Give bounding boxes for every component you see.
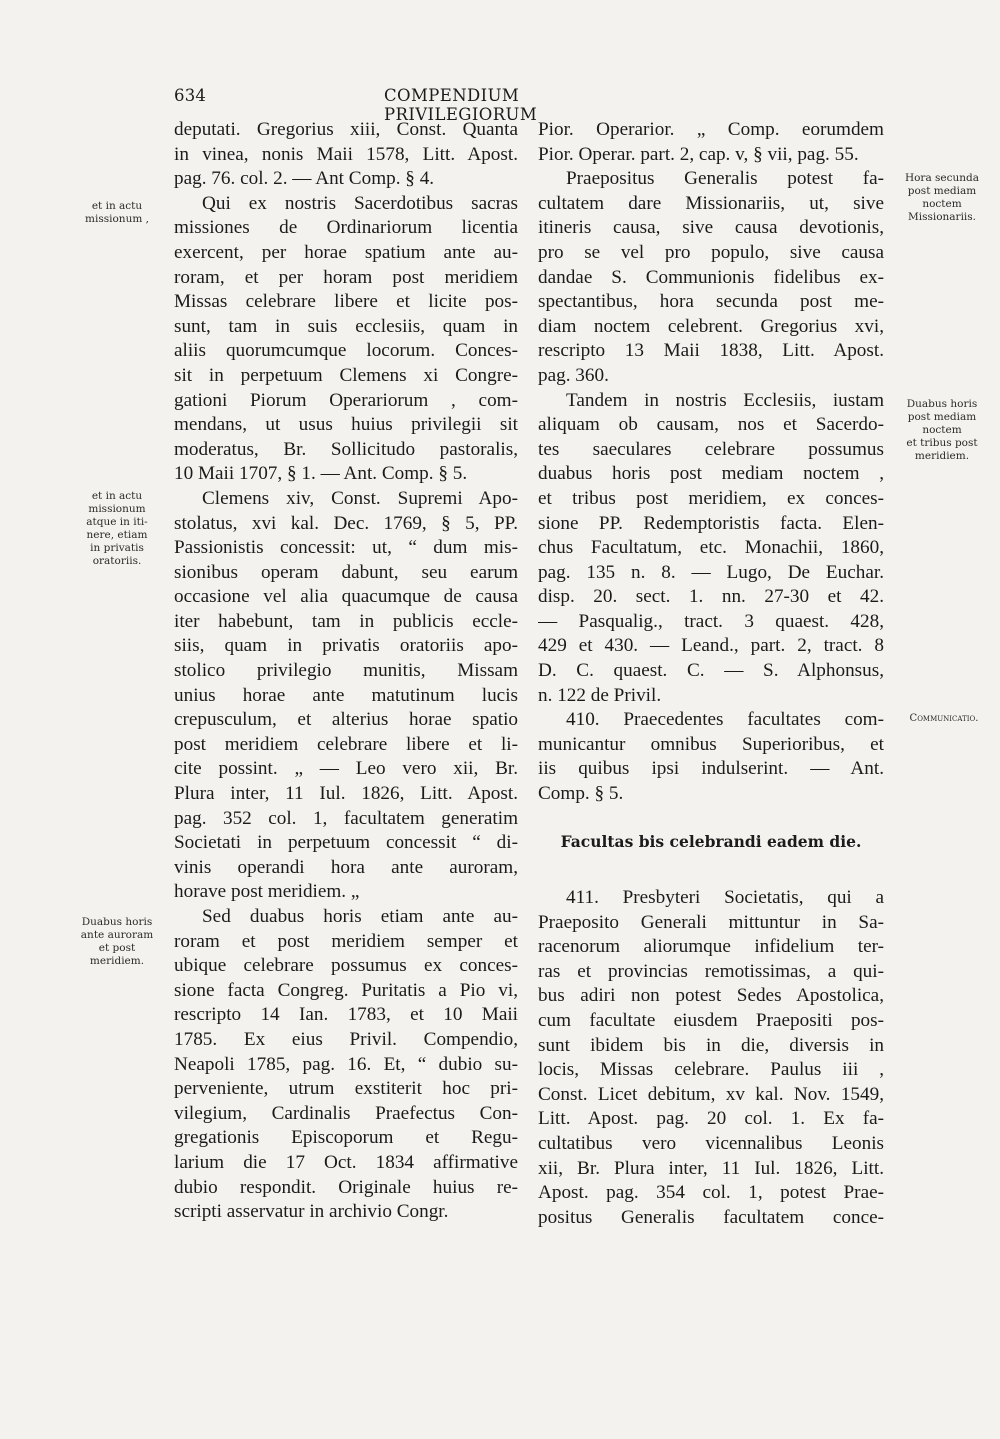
text-line: iter habebunt, tam in publicis eccle- <box>174 610 518 632</box>
note-line: oratoriis. <box>92 555 142 567</box>
text-line: itineris causa, sive causa devotionis, <box>538 217 884 239</box>
text-line: Passionistis concessit: ut, “ dum mis- <box>174 537 518 559</box>
text-line: xii, Br. Plura inter, 11 Iul. 1826, Litt. <box>538 1157 884 1179</box>
text-line: Missas celebrare libere et licite pos- <box>174 291 518 313</box>
text-line: dubio respondit. Originale huius re- <box>174 1176 518 1198</box>
note-line: et in actu <box>91 200 143 212</box>
margin-note-right-2 <box>892 398 992 463</box>
right-column-bottom <box>538 886 884 1230</box>
text-line: roram et post meridiem semper et <box>174 930 518 952</box>
running-title: COMPENDIUM PRIVILEGIORUM <box>384 86 538 124</box>
text-line: et tribus post meridiem, ex conces- <box>538 487 884 509</box>
text-line: stolatus, xvi kal. Dec. 1769, § 5, PP. <box>174 512 518 534</box>
text-line: gationi Piorum Operariorum , com- <box>174 389 518 411</box>
note-line: post mediam <box>907 411 977 423</box>
note-line: Hora secunda <box>904 172 980 184</box>
note-line: in privatis <box>90 542 144 554</box>
text-line: 411. Presbyteri Societatis, qui a <box>566 887 884 908</box>
text-line: exercent, per horae spatium ante au- <box>174 241 518 263</box>
text-line: Praepositus Generalis potest fa- <box>566 168 884 190</box>
text-line: D. C. quaest. C. — S. Alphonsus, <box>538 660 884 682</box>
text-line: scripti asservatur in archivio Congr. <box>174 1201 449 1223</box>
text-line: stolico privilegio munitis, Missam <box>174 660 518 682</box>
text-line: vinis operandi hora ante auroram, <box>174 856 518 878</box>
text-line: ubique celebrare possumus ex conces- <box>174 955 518 977</box>
text-line: cultatibus vero vicennalibus Leonis <box>538 1132 884 1154</box>
text-line: disp. 20. sect. 1. nn. 27-30 et 42. <box>538 586 884 608</box>
note-line: et in actu <box>91 490 143 502</box>
text-line: spectantibus, hora secunda post me- <box>538 291 884 313</box>
text-line: Comp. § 5. <box>538 783 624 805</box>
text-line: 410. Praecedentes facultates com- <box>566 709 884 731</box>
text-line: — Pasqualig., tract. 3 quaest. 428, <box>538 610 884 632</box>
margin-note-right-1 <box>892 172 992 224</box>
note-line: meridiem. <box>914 450 970 462</box>
text-line: gregationis Episcoporum et Regu- <box>174 1127 518 1149</box>
margin-note-left-3 <box>62 916 172 968</box>
text-line: cultatem dare Missionariis, ut, sive <box>538 192 884 214</box>
text-line: sione facta Congreg. Puritatis a Pio vi, <box>174 979 518 1001</box>
text-line: unius horae ante matutinum lucis <box>174 684 518 706</box>
note-line: et post <box>98 942 136 954</box>
text-line: Sed duabus horis etiam ante au- <box>202 906 518 927</box>
text-line: Apost. pag. 354 col. 1, potest Prae- <box>538 1182 884 1204</box>
note-line: noctem <box>922 424 962 436</box>
note-line: nere, etiam <box>86 529 148 541</box>
text-line: Const. Licet debitum, xv kal. Nov. 1549, <box>538 1083 884 1105</box>
note-line: noctem <box>922 198 962 210</box>
text-line: moderatus, Br. Sollicitudo pastoralis, <box>174 438 518 460</box>
text-line: ras et provincias remotissimas, a qui- <box>538 960 884 982</box>
text-line: missiones de Ordinariorum licentia <box>174 217 518 239</box>
text-line: tes saeculares celebrare possumus <box>538 438 884 460</box>
text-line: crepusculum, et alterius horae spatio <box>174 709 518 731</box>
text-line: horave post meridiem. „ <box>174 881 360 903</box>
text-line: duabus horis post mediam noctem , <box>538 463 884 485</box>
text-line: iis quibus ipsi indulserint. — Ant. <box>538 758 884 780</box>
text-line: pro se vel pro populo, sive causa <box>538 241 884 263</box>
text-line: Plura inter, 11 Iul. 1826, Litt. Apost. <box>174 783 518 805</box>
text-line: vilegium, Cardinalis Praefectus Con- <box>174 1102 518 1124</box>
text-line: sione PP. Redemptoristis facta. Elen- <box>538 512 884 534</box>
text-line: aliis quorumcumque locorum. Conces- <box>174 340 518 362</box>
text-line: Tandem in nostris Ecclesiis, iustam <box>566 389 884 411</box>
left-column <box>174 118 518 1225</box>
text-line: 10 Maii 1707, § 1. — Ant. Comp. § 5. <box>174 463 468 485</box>
text-line: cite possint. „ — Leo vero xii, Br. <box>174 758 518 780</box>
text-line: Neapoli 1785, pag. 16. Et, “ dubio su- <box>174 1053 518 1075</box>
note-line: ante auroram <box>80 929 154 941</box>
text-line: siis, quam in privatis oratoriis apo- <box>174 635 518 657</box>
text-line: cum facultate eiusdem Praepositi pos- <box>538 1009 884 1031</box>
note-line: Duabus horis <box>906 398 978 410</box>
text-line: sunt ibidem bis in die, diversis in <box>538 1034 884 1056</box>
text-line: Pior. Operar. part. 2, cap. v, § vii, pag. 55. <box>538 143 859 165</box>
page-number: 634 <box>174 86 207 105</box>
text-line: dandae S. Communionis fidelibus ex- <box>538 266 884 288</box>
running-head <box>174 86 674 124</box>
right-column-top <box>538 118 884 807</box>
note-line: missionum , <box>85 213 149 225</box>
text-line: positus Generalis facultatem conce- <box>538 1206 884 1228</box>
note-line: Communicatio. <box>909 713 979 724</box>
text-line: Pior. Operarior. „ Comp. eorumdem <box>538 119 884 140</box>
text-line: locis, Missas celebrare. Paulus iii , <box>538 1059 884 1081</box>
note-line: meridiem. <box>89 955 145 967</box>
text-line: mendans, ut usus huius privilegii sit <box>174 414 518 436</box>
text-line: rescripto 13 Maii 1838, Litt. Apost. <box>538 340 884 362</box>
text-line: Litt. Apost. pag. 20 col. 1. Ex fa- <box>538 1108 884 1130</box>
text-line: perveniente, utrum exstiterit hoc pri- <box>174 1078 518 1100</box>
text-line: deputati. Gregorius xiii, Const. Quanta <box>174 119 518 140</box>
text-line: Societati in perpetuum concessit “ di- <box>174 832 518 854</box>
text-line: post meridiem celebrare libere et li- <box>174 733 518 755</box>
text-line: chus Facultatum, etc. Monachii, 1860, <box>538 537 884 559</box>
note-line: atque in iti- <box>86 516 148 528</box>
text-line: in vinea, nonis Maii 1578, Litt. Apost. <box>174 143 518 165</box>
text-line: Praeposito Generali mittuntur in Sa- <box>538 911 884 933</box>
text-line: sunt, tam in suis ecclesiis, quam in <box>174 315 518 337</box>
text-line: Clemens xiv, Const. Supremi Apo- <box>202 487 518 509</box>
text-line: rescripto 14 Ian. 1783, et 10 Maii <box>174 1004 518 1026</box>
margin-note-left-2 <box>62 490 172 568</box>
note-line: Missionariis. <box>907 211 977 223</box>
text-line: bus adiri non potest Sedes Apostolica, <box>538 985 884 1007</box>
text-line: racenorum aliorumque infidelium ter- <box>538 936 884 958</box>
text-line: 429 et 430. — Leand., part. 2, tract. 8 <box>538 635 884 657</box>
text-line: pag. 360. <box>538 364 609 386</box>
text-line: sionibus operam dabunt, seu earum <box>174 561 518 583</box>
text-line: pag. 352 col. 1, facultatem generatim <box>174 807 518 829</box>
note-line: Duabus horis <box>81 916 153 928</box>
text-line: pag. 76. col. 2. — Ant Comp. § 4. <box>174 168 435 190</box>
text-line: larium die 17 Oct. 1834 affirmative <box>174 1151 518 1173</box>
margin-note-right-3 <box>892 712 996 725</box>
text-line: pag. 135 n. 8. — Lugo, De Euchar. <box>538 561 884 583</box>
text-line: sit in perpetuum Clemens xi Congre- <box>174 364 518 386</box>
note-line: post mediam <box>907 185 977 197</box>
text-line: occasione vel alia quacumque de causa <box>174 586 518 608</box>
text-line: municantur omnibus Superioribus, et <box>538 733 884 755</box>
text-line: 1785. Ex eius Privil. Compendio, <box>174 1028 518 1050</box>
note-line: missionum <box>88 503 146 515</box>
margin-note-left-1 <box>62 200 172 226</box>
text-line: n. 122 de Privil. <box>538 684 662 706</box>
text-line: aliquam ob causam, nos et Sacerdo- <box>538 414 884 436</box>
section-heading: Facultas bis celebrandi eadem die. <box>560 832 862 851</box>
note-line: et tribus post <box>906 437 978 449</box>
text-line: roram, et per horam post meridiem <box>174 266 518 288</box>
text-line: Qui ex nostris Sacerdotibus sacras <box>202 192 518 214</box>
text-line: diam noctem celebrent. Gregorius xvi, <box>538 315 884 337</box>
